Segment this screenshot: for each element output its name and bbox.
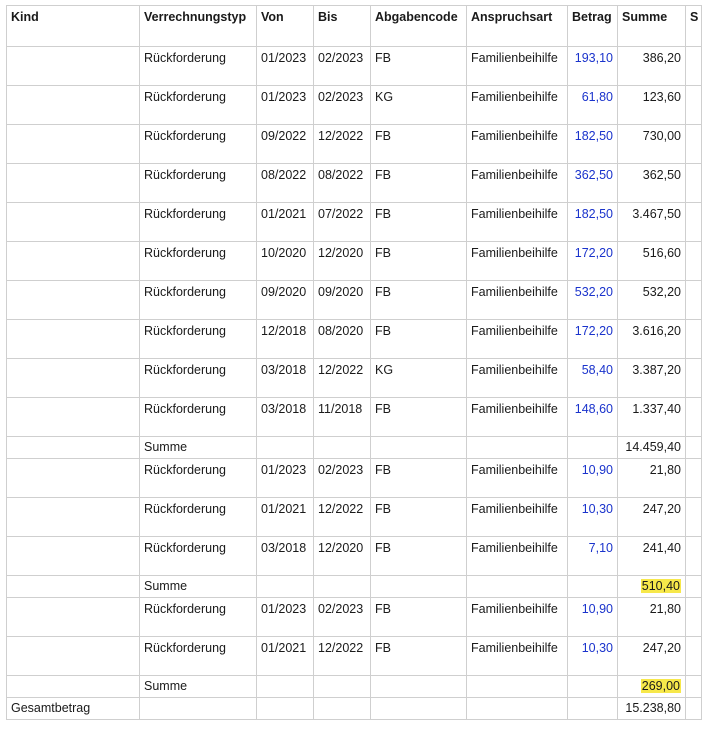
abgabencode-cell: FB [371,281,467,320]
empty-cell [568,437,618,459]
summe-value-cell [618,576,686,598]
abgabencode-cell: KG [371,359,467,398]
empty-cell [371,576,467,598]
summe-label: Summe [140,676,257,698]
header-verrechnungstyp: Verrechnungstyp [140,6,257,47]
header-bis: Bis [314,6,371,47]
von-cell: 01/2023 [257,47,314,86]
kind-cell [7,203,140,242]
empty-cell [568,576,618,598]
summe-cell: 247,20 [618,498,686,537]
betrag-cell: 172,20 [568,320,618,359]
von-cell: 03/2018 [257,537,314,576]
betrag-cell: 182,50 [568,203,618,242]
empty-cell [371,437,467,459]
abgabencode-cell: FB [371,537,467,576]
bis-cell: 12/2022 [314,125,371,164]
bis-cell: 02/2023 [314,47,371,86]
empty-cell [371,698,467,720]
summe-value: 510,40 [641,579,680,593]
abgabencode-cell: FB [371,459,467,498]
verrechnungstyp-cell: Rückforderung [140,459,257,498]
empty-cell [257,576,314,598]
header-abgabencode: Abgabencode [371,6,467,47]
betrag-cell: 58,40 [568,359,618,398]
empty-cell [568,698,618,720]
betrag-cell: 532,20 [568,281,618,320]
summe-cell: 516,60 [618,242,686,281]
summe-row [7,576,702,598]
anspruchsart-cell: Familienbeihilfe [467,125,568,164]
summe-cell: 362,50 [618,164,686,203]
von-cell: 03/2018 [257,359,314,398]
empty-cell [314,576,371,598]
anspruchsart-cell: Familienbeihilfe [467,598,568,637]
von-cell: 12/2018 [257,320,314,359]
kind-cell [7,598,140,637]
bis-cell: 12/2022 [314,359,371,398]
kind-cell [7,437,140,459]
bis-cell: 12/2020 [314,242,371,281]
cut-off-cell [686,637,702,676]
bis-cell: 02/2023 [314,459,371,498]
verrechnungstyp-cell: Rückforderung [140,164,257,203]
cut-off-cell [686,698,702,720]
bis-cell: 07/2022 [314,203,371,242]
bis-cell: 02/2023 [314,86,371,125]
header-betrag: Betrag [568,6,618,47]
verrechnungstyp-cell: Rückforderung [140,320,257,359]
kind-cell [7,398,140,437]
cut-off-cell [686,498,702,537]
summe-cell: 21,80 [618,598,686,637]
abgabencode-cell: FB [371,242,467,281]
bis-cell: 09/2020 [314,281,371,320]
betrag-cell: 10,30 [568,637,618,676]
betrag-cell: 172,20 [568,242,618,281]
bis-cell: 08/2020 [314,320,371,359]
abgabencode-cell: FB [371,320,467,359]
anspruchsart-cell: Familienbeihilfe [467,537,568,576]
header-row [7,6,702,47]
header-cut-off: S [686,6,702,47]
empty-cell [467,676,568,698]
cut-off-cell [686,242,702,281]
betrag-cell: 10,90 [568,459,618,498]
cut-off-cell [686,86,702,125]
header-summe: Summe [618,6,686,47]
empty-cell [257,698,314,720]
cut-off-cell [686,398,702,437]
cut-off-cell [686,281,702,320]
cut-off-cell [686,676,702,698]
anspruchsart-cell: Familienbeihilfe [467,242,568,281]
summe-label: Summe [140,437,257,459]
kind-cell [7,359,140,398]
von-cell: 03/2018 [257,398,314,437]
abgabencode-cell: FB [371,398,467,437]
kind-cell [7,537,140,576]
betrag-cell: 362,50 [568,164,618,203]
bis-cell: 12/2022 [314,637,371,676]
kind-cell [7,281,140,320]
table-row [7,125,702,164]
gesamtbetrag-row [7,698,702,720]
table-row [7,359,702,398]
von-cell: 01/2023 [257,86,314,125]
verrechnungstyp-cell: Rückforderung [140,86,257,125]
summe-cell: 3.467,50 [618,203,686,242]
anspruchsart-cell: Familienbeihilfe [467,281,568,320]
bis-cell: 12/2020 [314,537,371,576]
summe-value-cell [618,676,686,698]
kind-cell [7,164,140,203]
anspruchsart-cell: Familienbeihilfe [467,86,568,125]
anspruchsart-cell: Familienbeihilfe [467,203,568,242]
verrechnungstyp-cell: Rückforderung [140,398,257,437]
summe-cell: 1.337,40 [618,398,686,437]
table-row [7,320,702,359]
header-anspruchsart: Anspruchsart [467,6,568,47]
cut-off-cell [686,320,702,359]
table-row [7,86,702,125]
header-kind: Kind [7,6,140,47]
summe-cell: 730,00 [618,125,686,164]
abgabencode-cell: FB [371,203,467,242]
kind-cell [7,242,140,281]
summe-cell: 123,60 [618,86,686,125]
anspruchsart-cell: Familienbeihilfe [467,164,568,203]
cut-off-cell [686,125,702,164]
summe-value: 269,00 [641,679,680,693]
table-row [7,164,702,203]
kind-cell [7,676,140,698]
betrag-cell: 61,80 [568,86,618,125]
kind-cell [7,498,140,537]
empty-cell [568,676,618,698]
empty-cell [314,676,371,698]
verrechnungstyp-cell: Rückforderung [140,281,257,320]
table-row [7,47,702,86]
summe-label: Summe [140,576,257,598]
von-cell: 01/2021 [257,498,314,537]
verrechnungstyp-cell: Rückforderung [140,242,257,281]
empty-cell [314,437,371,459]
summe-cell: 241,40 [618,537,686,576]
von-cell: 01/2021 [257,637,314,676]
header-von: Von [257,6,314,47]
kind-cell [7,86,140,125]
von-cell: 09/2022 [257,125,314,164]
abgabencode-cell: FB [371,498,467,537]
verrechnungstyp-cell: Rückforderung [140,47,257,86]
table-row [7,598,702,637]
verrechnungstyp-cell: Rückforderung [140,125,257,164]
summe-cell: 532,20 [618,281,686,320]
betrag-cell: 193,10 [568,47,618,86]
table-row [7,537,702,576]
gesamtbetrag-value: 15.238,80 [618,698,686,720]
cut-off-cell [686,437,702,459]
table-body [7,47,702,720]
summe-cell: 247,20 [618,637,686,676]
anspruchsart-cell: Familienbeihilfe [467,398,568,437]
summe-cell: 3.387,20 [618,359,686,398]
anspruchsart-cell: Familienbeihilfe [467,359,568,398]
gesamtbetrag-label: Gesamtbetrag [7,698,140,720]
von-cell: 01/2023 [257,459,314,498]
table-row [7,242,702,281]
empty-cell [371,676,467,698]
kind-cell [7,459,140,498]
summe-cell: 386,20 [618,47,686,86]
abgabencode-cell: FB [371,637,467,676]
table-row [7,498,702,537]
anspruchsart-cell: Familienbeihilfe [467,498,568,537]
von-cell: 01/2021 [257,203,314,242]
summe-cell: 21,80 [618,459,686,498]
summe-value-cell [618,437,686,459]
empty-cell [467,576,568,598]
table-row [7,637,702,676]
table-row [7,398,702,437]
bis-cell: 08/2022 [314,164,371,203]
rueckforderung-table [6,5,702,720]
anspruchsart-cell: Familienbeihilfe [467,47,568,86]
verrechnungstyp-cell: Rückforderung [140,637,257,676]
verrechnungstyp-cell: Rückforderung [140,203,257,242]
cut-off-cell [686,537,702,576]
cut-off-cell [686,459,702,498]
empty-cell [314,698,371,720]
empty-cell [257,676,314,698]
summe-row [7,676,702,698]
cut-off-cell [686,164,702,203]
kind-cell [7,576,140,598]
von-cell: 01/2023 [257,598,314,637]
empty-cell [467,437,568,459]
abgabencode-cell: FB [371,598,467,637]
kind-cell [7,47,140,86]
kind-cell [7,320,140,359]
cut-off-cell [686,598,702,637]
verrechnungstyp-cell: Rückforderung [140,598,257,637]
summe-value: 14.459,40 [625,440,681,454]
verrechnungstyp-cell: Rückforderung [140,537,257,576]
summe-row [7,437,702,459]
betrag-cell: 148,60 [568,398,618,437]
von-cell: 10/2020 [257,242,314,281]
anspruchsart-cell: Familienbeihilfe [467,637,568,676]
bis-cell: 11/2018 [314,398,371,437]
abgabencode-cell: KG [371,86,467,125]
empty-cell [140,698,257,720]
anspruchsart-cell: Familienbeihilfe [467,459,568,498]
abgabencode-cell: FB [371,47,467,86]
betrag-cell: 10,30 [568,498,618,537]
table-row [7,459,702,498]
kind-cell [7,637,140,676]
von-cell: 08/2022 [257,164,314,203]
anspruchsart-cell: Familienbeihilfe [467,320,568,359]
betrag-cell: 10,90 [568,598,618,637]
table-row [7,203,702,242]
empty-cell [257,437,314,459]
kind-cell [7,125,140,164]
abgabencode-cell: FB [371,164,467,203]
verrechnungstyp-cell: Rückforderung [140,359,257,398]
abgabencode-cell: FB [371,125,467,164]
bis-cell: 12/2022 [314,498,371,537]
bis-cell: 02/2023 [314,598,371,637]
betrag-cell: 182,50 [568,125,618,164]
empty-cell [467,698,568,720]
betrag-cell: 7,10 [568,537,618,576]
von-cell: 09/2020 [257,281,314,320]
cut-off-cell [686,203,702,242]
cut-off-cell [686,359,702,398]
verrechnungstyp-cell: Rückforderung [140,498,257,537]
summe-cell: 3.616,20 [618,320,686,359]
cut-off-cell [686,576,702,598]
table-row [7,281,702,320]
cut-off-cell [686,47,702,86]
